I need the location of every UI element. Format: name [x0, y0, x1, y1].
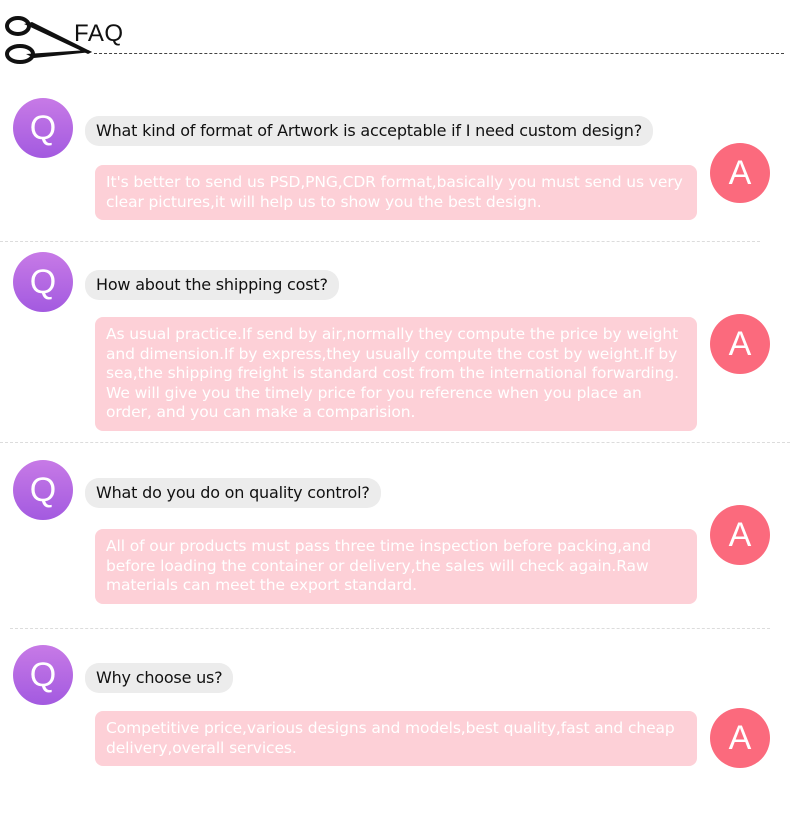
- answer-bubble: All of our products must pass three time inspection before packing,and before loading the container or delivery,the sales will check again.Raw materials can meet the export standard.: [95, 529, 697, 604]
- question-badge: Q: [13, 98, 73, 158]
- answer-badge: A: [710, 505, 770, 565]
- question-bubble: What do you do on quality control?: [85, 478, 381, 508]
- faq-header: [0, 0, 790, 70]
- section-divider: [0, 442, 790, 443]
- question-bubble: What kind of format of Artwork is acceptable if I need custom design?: [85, 116, 653, 146]
- question-badge: Q: [13, 252, 73, 312]
- question-badge: Q: [13, 645, 73, 705]
- question-bubble: Why choose us?: [85, 663, 233, 693]
- answer-badge: A: [710, 314, 770, 374]
- section-divider: [10, 628, 770, 629]
- answer-bubble: It's better to send us PSD,PNG,CDR format,basically you must send us very clear pictures,it will help us to show you the best design.: [95, 165, 697, 220]
- answer-bubble: Competitive price,various designs and models,best quality,fast and cheap delivery,overall services.: [95, 711, 697, 766]
- page-title: FAQ: [74, 20, 124, 47]
- question-bubble: How about the shipping cost?: [85, 270, 339, 300]
- header-divider: [94, 53, 784, 54]
- answer-badge: A: [710, 143, 770, 203]
- question-badge: Q: [13, 460, 73, 520]
- answer-badge: A: [710, 708, 770, 768]
- answer-bubble: As usual practice.If send by air,normally they compute the price by weight and dimension.If by express,they usually compute the cost by weight.If by sea,the shipping freight is standard cost from the international forwarding. We will give you the timely price for you reference when you place an order, and you can make a comparision.: [95, 317, 697, 431]
- section-divider: [0, 241, 760, 242]
